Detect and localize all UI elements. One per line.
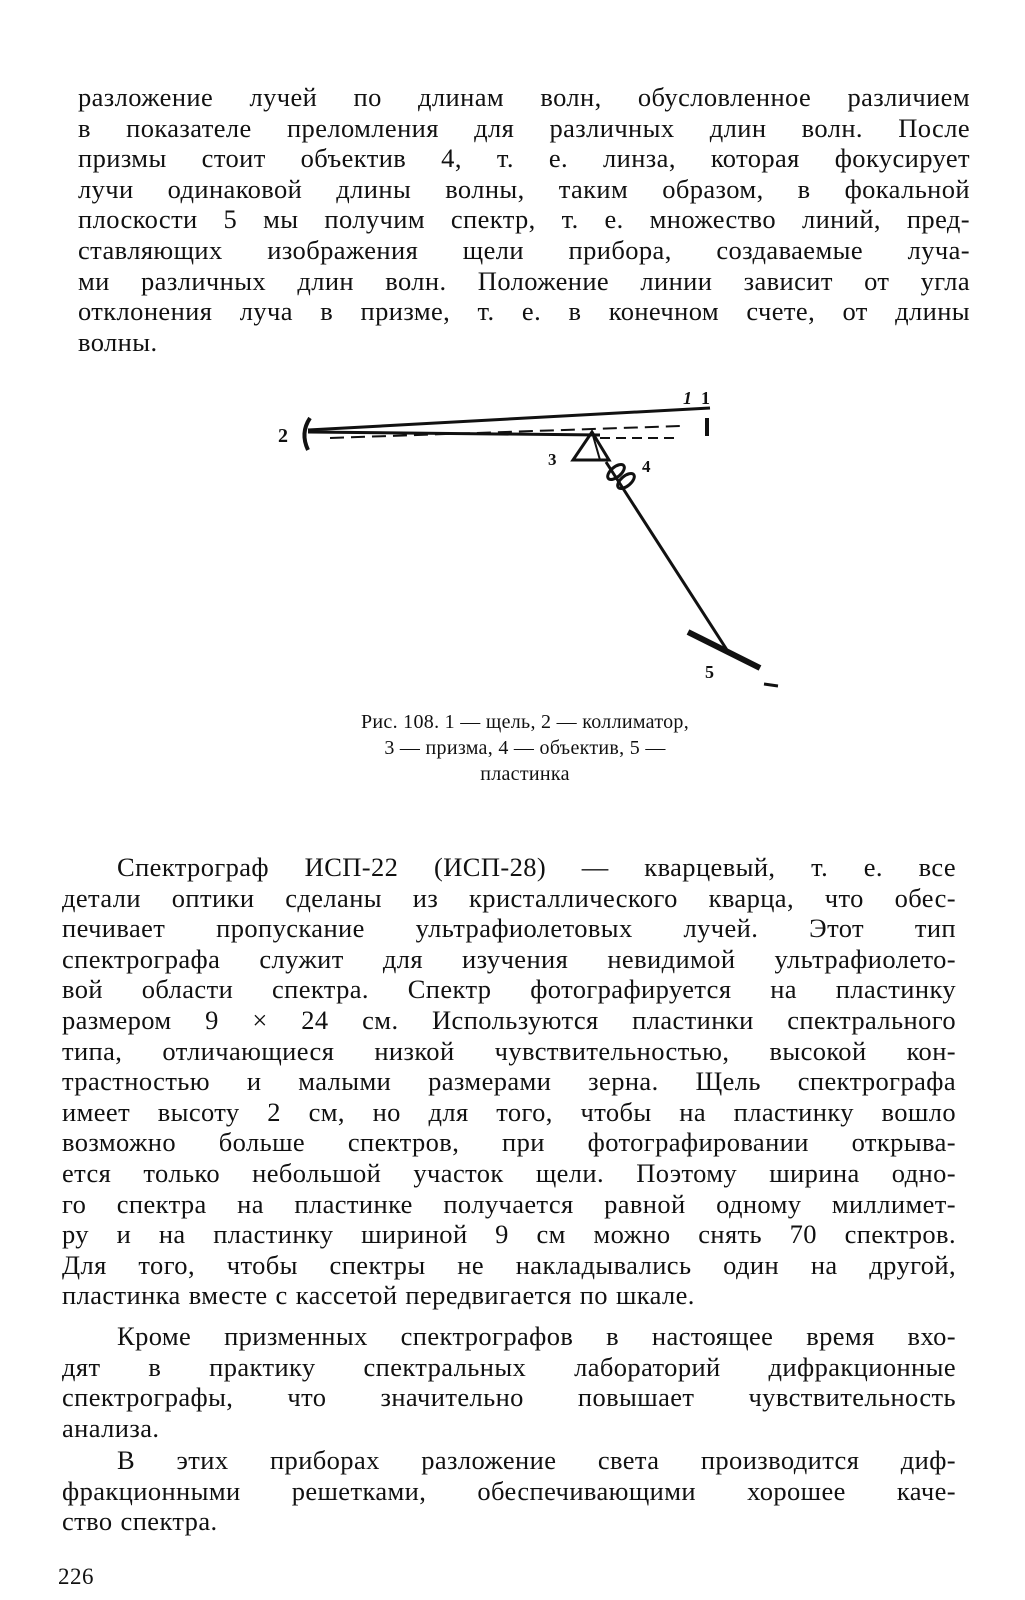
text-line: волны. [78,326,158,357]
page-number: 226 [58,1564,94,1589]
text-line: возможно больше спектров, при фотографировании открыва- [62,1127,956,1158]
text-line: го спектра на пластинке получается равной одному миллимет- [62,1188,956,1219]
text-line: размером 9 × 24 см. Используются пластинки спектрального [62,1004,956,1035]
text-line: ставляющих изображения щели прибора, создаваемые луча- [78,234,970,265]
text-line: в показателе преломления для различных длин волн. После [78,112,970,143]
text-line: типа, отличающиеся низкой чувствительностью, высокой кон- [62,1035,956,1066]
label-slit: 1 [701,388,710,408]
text-line: детали оптики сделаны из кристаллического кварца, что обес- [62,882,956,913]
label-objective: 4 [642,457,651,476]
paragraph-1 [78,82,970,357]
caption-line: Рис. 108. 1 — щель, 2 — коллиматор, [360,711,690,733]
text-line: ру и на пластинку шириной 9 см можно снять 70 спектров. [62,1219,956,1250]
text-line: отклонения луча в призме, т. е. в конечном счете, от длины [78,296,970,327]
text-line: печивает пропускание ультрафиолетовых лучей. Этот тип [62,913,956,944]
text-line: Спектрограф ИСП-22 (ИСП-28) — кварцевый, т. е. все [117,852,956,882]
text-line: вой области спектра. Спектр фотографируется на пластинку [62,974,956,1005]
text-line: фракционными решетками, обеспечивающими хорошее каче- [62,1475,956,1506]
text-line: имеет высоту 2 см, но для того, чтобы на пластинку вошло [62,1096,956,1127]
label-collimator: 2 [278,425,288,447]
figure-caption [290,709,760,787]
photo-plate [688,632,760,668]
ray-to-plate [606,462,727,650]
text-line: анализа. [62,1412,160,1443]
text-line: Для того, чтобы спектры не накладывались один на другой, [62,1249,956,1280]
text-line: Кроме призменных спектрографов в настоящее время вхо- [117,1321,956,1351]
ray-lower [308,432,600,435]
text-line: ется только небольшой участок щели. Поэтому ширина одно- [62,1157,956,1188]
collimator-mirror [304,418,310,450]
text-line: плоскости 5 мы получим спектр, т. е. множество линий, пред- [78,204,970,235]
text-line: В этих приборах разложение света производится диф- [117,1445,956,1475]
optical-scheme [270,380,800,700]
label-slit-top: 1 [683,388,692,408]
text-line: призмы стоит объектив 4, т. е. линза, которая фокусирует [78,143,970,174]
paragraph-2 [62,852,956,1311]
spectrograph-diagram [270,380,800,700]
text-line: лучи одинаковой длины волны, таким образом, в фокальной [78,173,970,204]
text-line: спектрографы, что значительно повышает чувствительность [62,1382,956,1413]
text-line: дят в практику спектральных лабораторий дифракционные [62,1351,956,1382]
text-line: разложение лучей по длинам волн, обусловленное различием [78,82,970,112]
text-line: трастностью и малыми размерами зерна. Щель спектрографа [62,1066,956,1097]
paragraph-3 [62,1321,956,1443]
label-prism: 3 [548,450,557,469]
label-plate: 5 [705,662,714,682]
text-line: ми различных длин волн. Положение линии зависит от угла [78,265,970,296]
caption-line: пластинка [480,763,570,785]
text-line: пластинка вместе с кассетой передвигается по шкале. [62,1280,695,1311]
paragraph-4 [62,1445,956,1537]
text-line: спектрографа служит для изучения невидимой ультрафиолето- [62,943,956,974]
text-line: ство спектра. [62,1506,218,1537]
caption-line: 3 — призма, 4 — объектив, 5 — [384,737,666,759]
